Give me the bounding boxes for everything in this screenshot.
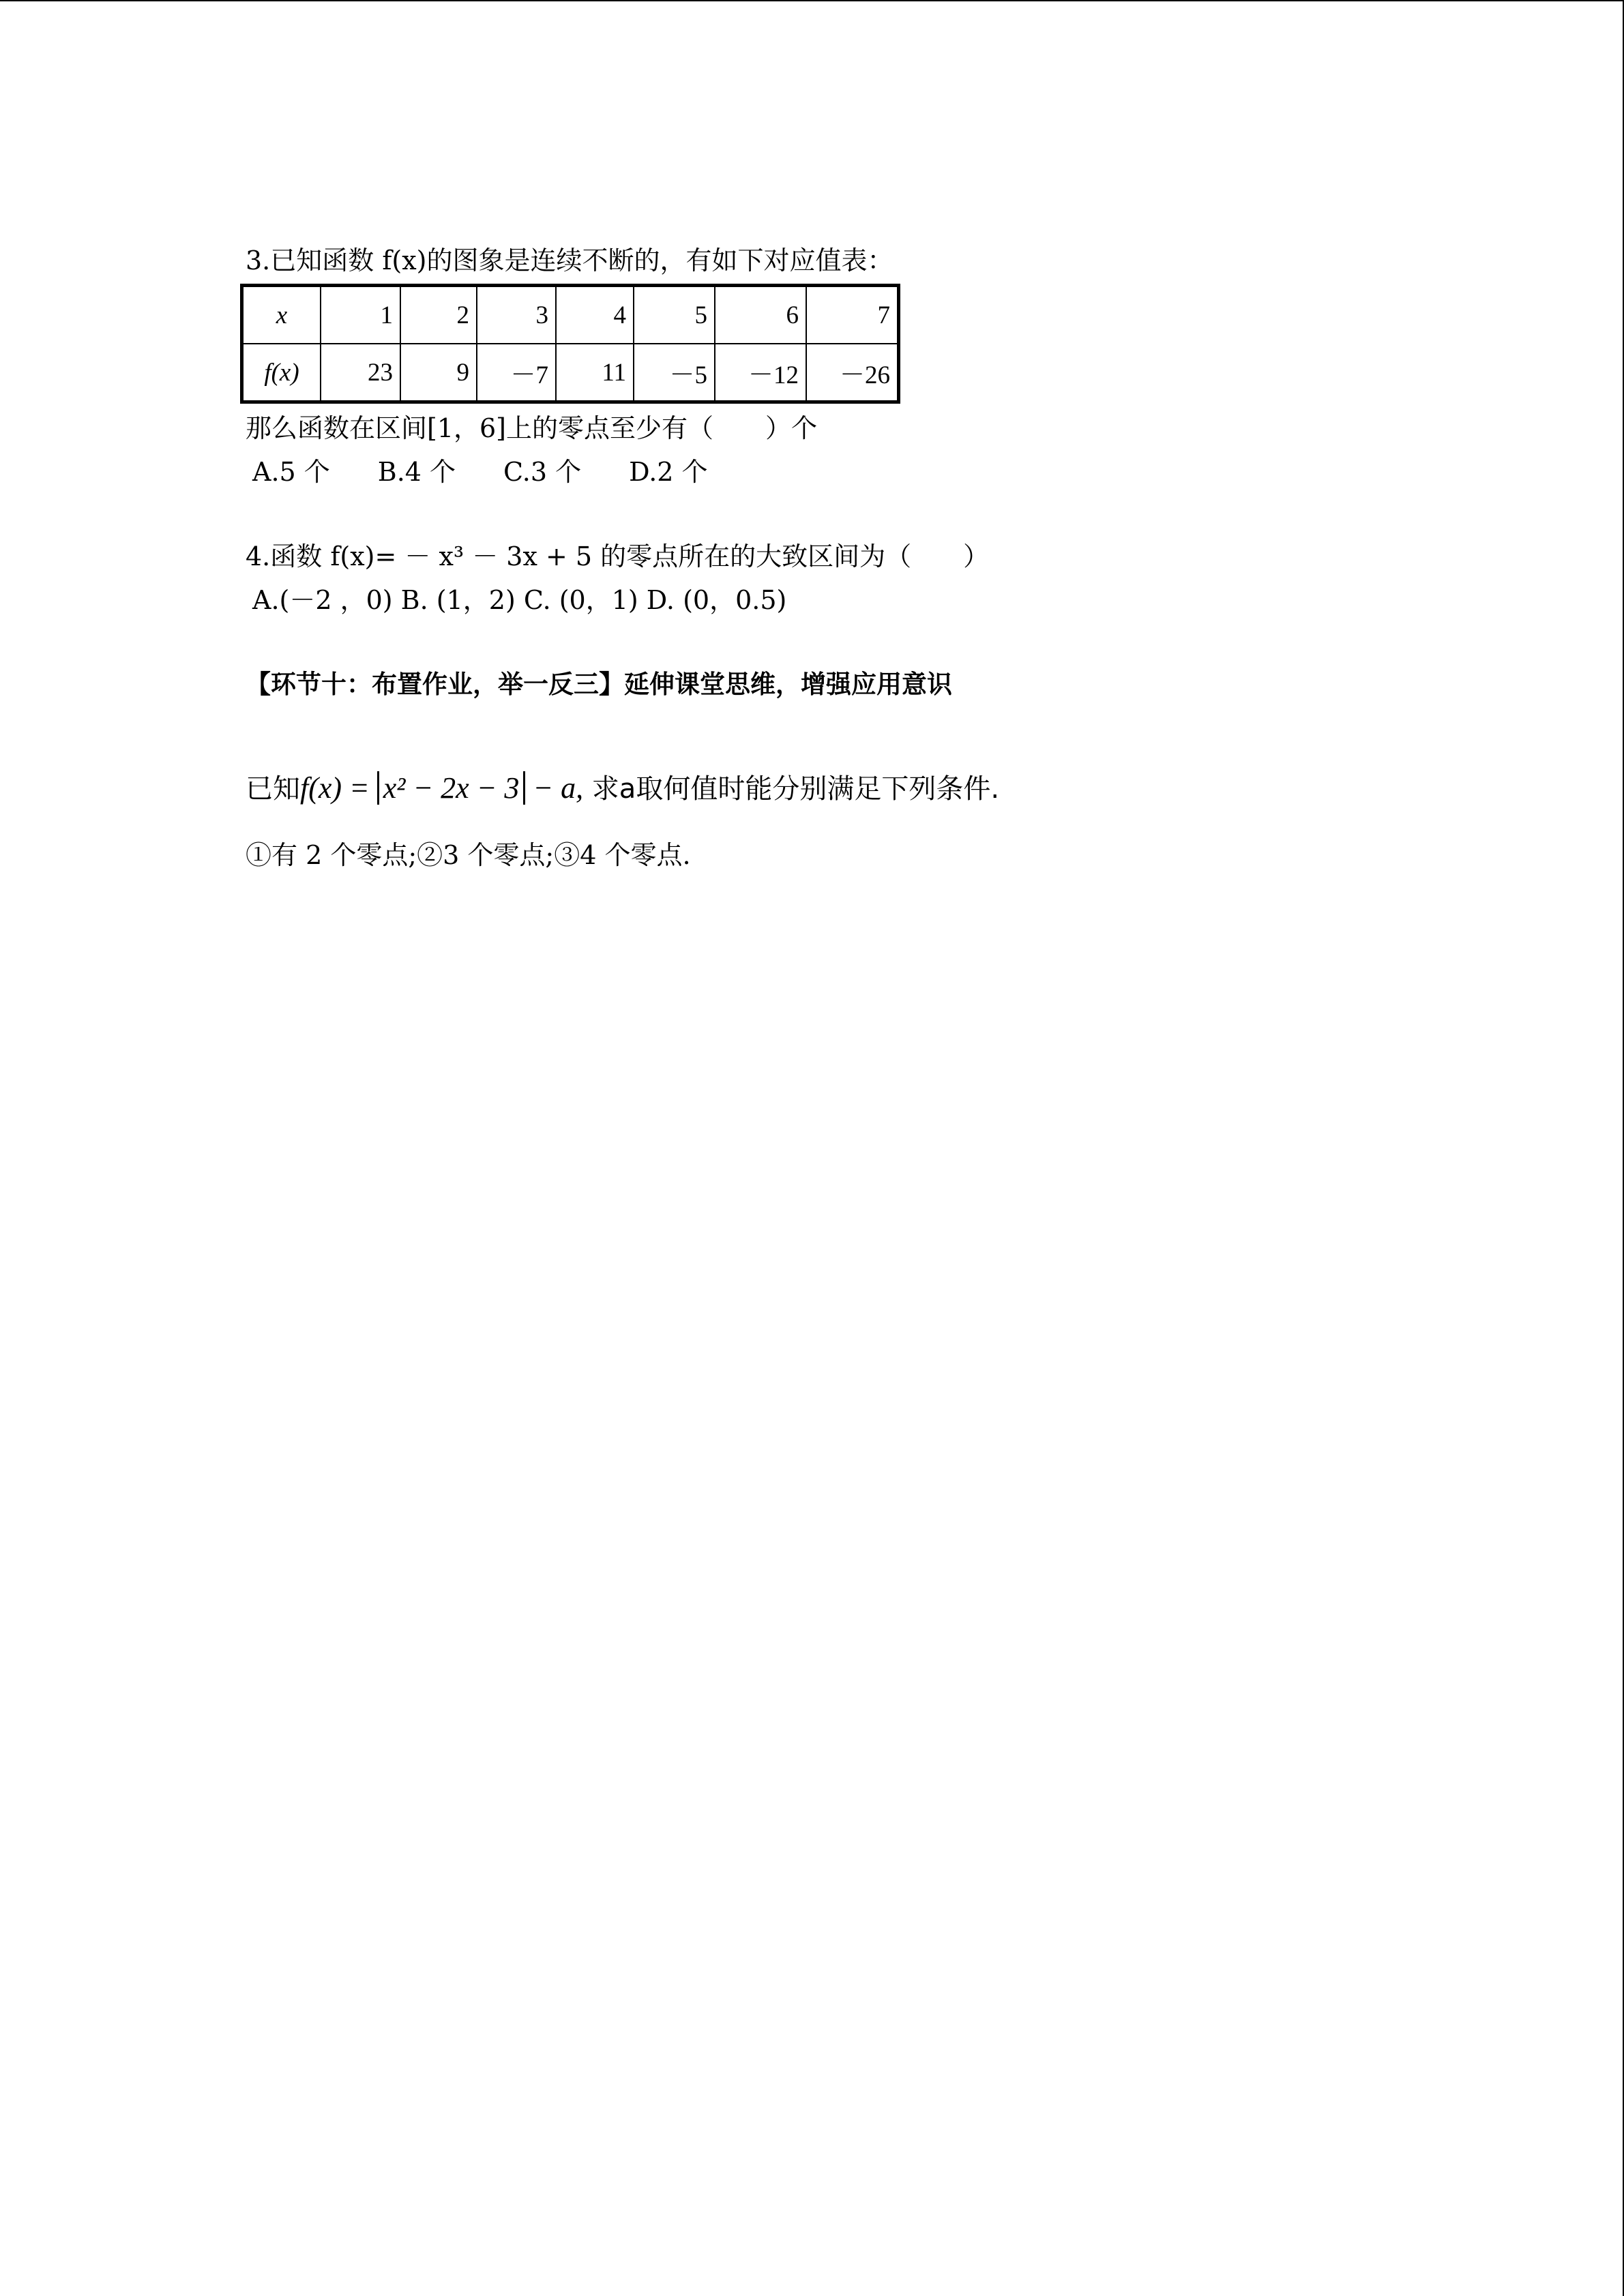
table-cell: －26: [806, 344, 899, 402]
table-cell: 11: [556, 344, 634, 402]
page-border-top: [0, 0, 1624, 1]
question-4-options: A.(－2 ，0) B. (1，2) C. (0，1) D. (0，0.5): [252, 585, 787, 615]
table-cell: 2: [400, 286, 477, 344]
homework-problem: [246, 773, 999, 804]
table-row: [242, 344, 899, 402]
table-cell: 9: [400, 344, 477, 402]
homework-minus-a: − a,: [525, 771, 584, 805]
table-row: [242, 286, 899, 344]
table-cell: 6: [715, 286, 806, 344]
option-a: A.5 个: [252, 457, 330, 487]
table-cell: 4: [556, 286, 634, 344]
table-header-x: x: [242, 286, 321, 344]
table-header-fx: f(x): [242, 344, 321, 402]
section-heading: 【环节十：布置作业，举一反三】延伸课堂思维，增强应用意识: [246, 670, 952, 699]
table-cell: 7: [806, 286, 899, 344]
table-cell: 5: [634, 286, 715, 344]
value-table: [240, 284, 900, 404]
table-cell: －12: [715, 344, 806, 402]
table-cell: 23: [321, 344, 400, 402]
homework-prefix: 已知: [246, 773, 300, 805]
option-d: D.2 个: [629, 457, 708, 487]
homework-abs-expression: x² − 2x − 3: [377, 771, 526, 805]
option-b: B.4 个: [377, 457, 456, 487]
question-3-options: [252, 457, 756, 487]
question-3-title: 3.已知函数 f(x)的图象是连续不断的，有如下对应值表：: [246, 245, 894, 275]
question-3-prompt: 那么函数在区间[1，6]上的零点至少有（ ）个: [246, 413, 818, 443]
table-cell: －7: [477, 344, 556, 402]
homework-conditions: ①有 2 个零点;②3 个零点;③4 个零点.: [246, 840, 691, 870]
question-4-title: 4.函数 f(x)= － x³ － 3x + 5 的零点所在的大致区间为（ ）: [246, 541, 990, 571]
option-c: C.3 个: [503, 457, 582, 487]
table-cell: 3: [477, 286, 556, 344]
table-cell: －5: [634, 344, 715, 402]
homework-question: 求a取何值时能分别满足下列条件.: [583, 773, 1000, 805]
homework-function: f(x) =: [300, 771, 377, 805]
table-cell: 1: [321, 286, 400, 344]
